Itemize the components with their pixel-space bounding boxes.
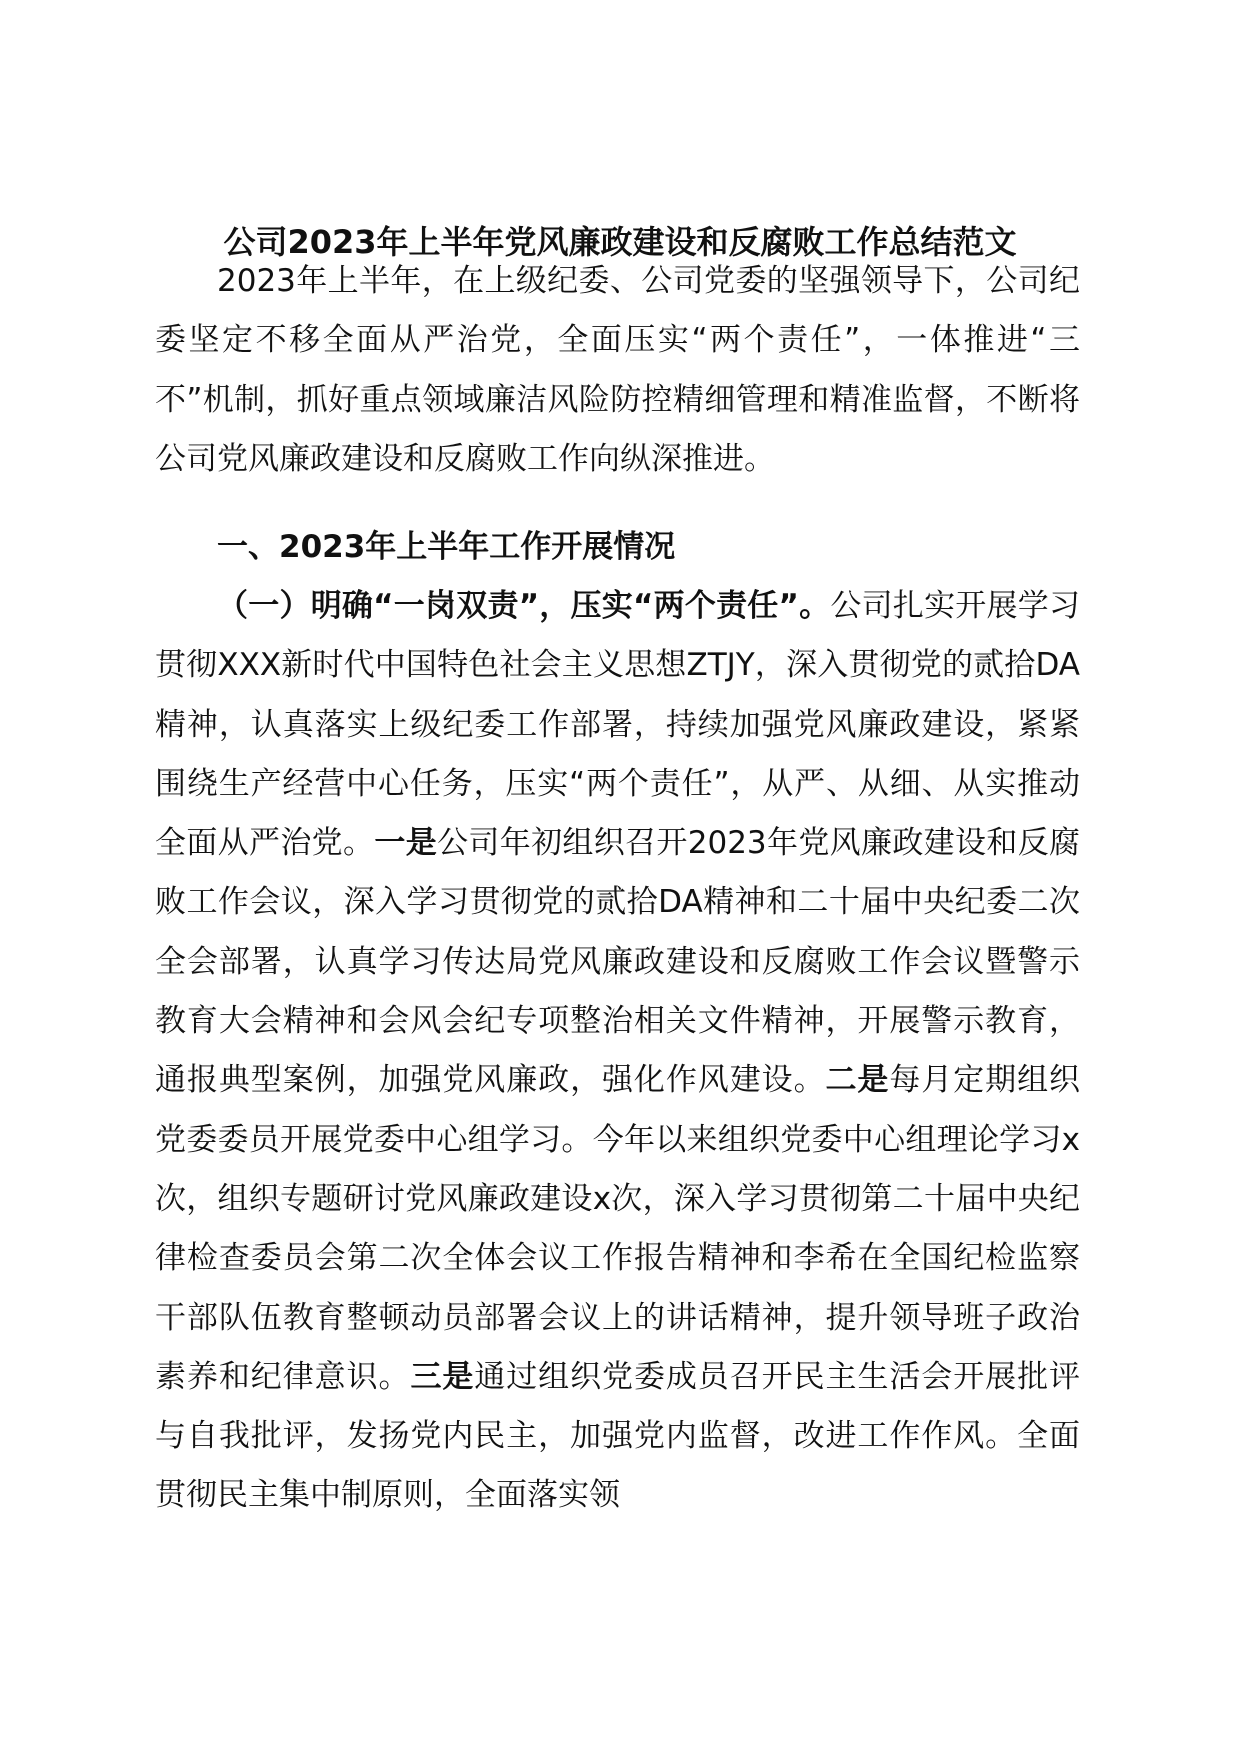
subsection-1-text-a: 公司扎实开展学习贯彻XXX新时代中国特色社会主义思想ZTJY，深入贯彻党的贰拾DA精神，认真落实上级纪委工作部署，持续加强党风廉政建设，紧紧围绕生产经营中心任务，压实“两个责任”，从严、从细、从实推动全面从严治党。 [155,588,1080,862]
point-marker-1: 一是 [374,825,438,862]
subsection-1-text-c: 每月定期组织党委委员开展党委中心组学习。今年以来组织党委中心组理论学习x次，组织专题研讨党风廉政建设x次，深入学习贯彻第二十届中央纪律检查委员会第二次全体会议工作报告精神和李希在全国纪检监察干部队伍教育整顿动员部署会议上的讲话精神，提升领导班子政治素养和纪律意识。 [155,1062,1081,1395]
intro-paragraph: 2023年上半年，在上级纪委、公司党委的坚强领导下，公司纪委坚定不移全面从严治党，全面压实“两个责任”，一体推进“三不”机制，抓好重点领域廉洁风险防控精细管理和精准监督，不断将公司党风廉政建设和反腐败工作向纵深推进。 [155,263,1080,477]
section-heading-1: 一、2023年上半年工作开展情况 [217,529,676,565]
point-marker-3: 三是 [410,1358,475,1395]
subsection-1-text-b: 公司年初组织召开2023年党风廉政建设和反腐败工作会议，深入学习贯彻党的贰拾DA精神和二十届中央纪委二次全会部署，认真学习传达局党风廉政建设和反腐败工作会议暨警示教育大会精神和会风会纪专项整治相关文件精神，开展警示教育，通报典型案例，加强党风廉政，强化作风建设。 [155,825,1081,1099]
subsection-1-text-d: 通过组织党委成员召开民主生活会开展批评与自我批评，发扬党内民主，加强党内监督，改进工作作风。全面贯彻民主集中制原则，全面落实领 [155,1358,1081,1514]
document-title: 公司2023年上半年党风廉政建设和反腐败工作总结范文 [223,223,1017,261]
point-marker-2: 二是 [825,1062,890,1099]
subsection-1-paragraph [155,577,1080,1526]
subsection-1-heading: （一）明确“一岗双责”，压实“两个责任”。 [217,588,831,624]
